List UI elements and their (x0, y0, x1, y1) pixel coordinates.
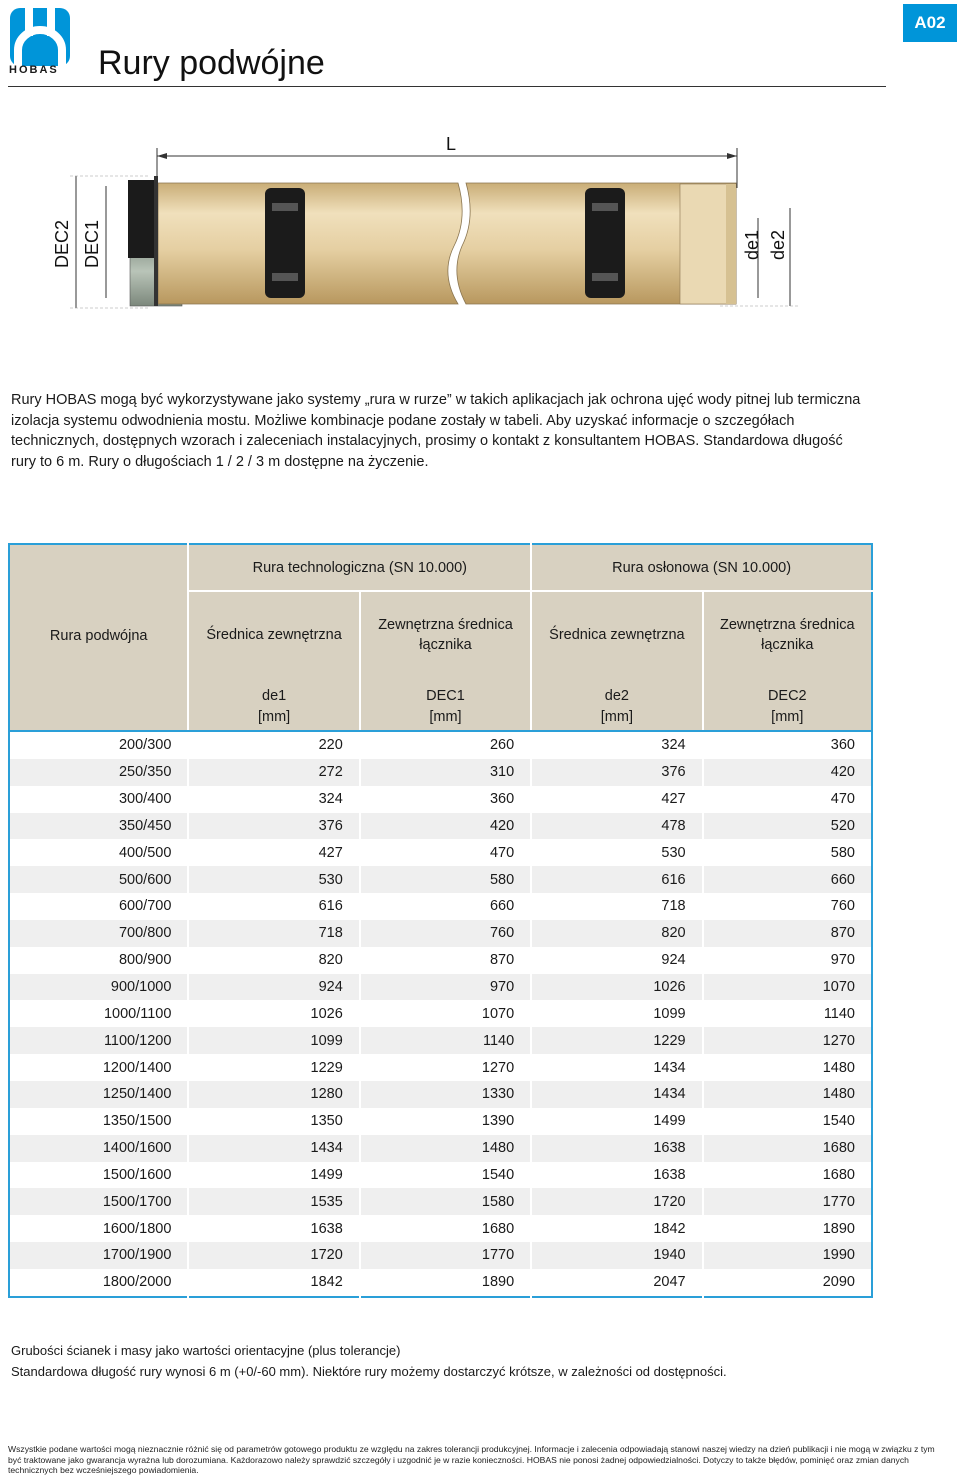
dim-label-de1: de1 (742, 229, 762, 260)
table-cell: 1770 (703, 1188, 872, 1215)
dim-label-DEC1: DEC1 (82, 219, 102, 268)
table-row (9, 947, 872, 974)
table-cell: 310 (360, 759, 531, 786)
dim-label-L: L (446, 134, 457, 154)
table-cell: 580 (703, 839, 872, 866)
table-cell: 272 (188, 759, 359, 786)
table-cell: 324 (188, 786, 359, 813)
table-row (9, 1242, 872, 1269)
table-row-label: 1800/2000 (9, 1269, 188, 1297)
table-cell: 924 (531, 947, 702, 974)
table-unit-header-row (9, 704, 872, 731)
table-cell: 470 (360, 839, 531, 866)
table-symbol-header-row (9, 678, 872, 704)
title-divider (8, 86, 886, 87)
table-row-label: 1400/1600 (9, 1135, 188, 1162)
table-cell: 1842 (188, 1269, 359, 1297)
legal-disclaimer: Wszystkie podane wartości mogą nieznacznie różnić się od parametrów gotowego produktu ze względu na zakres tolerancji produkcyjnej. Informacje i zalecenia odpowiadają stanowi naszej wiedzy na dzień publikacji i nie mogą w związku z tym być traktowane jako gwarancja wyrażna lub dorozumiana. Każdorazowo należy sprawdzić szczegóły i uzgodnić je w razie konieczności. HOBAS nie ponosi żadnej odpowiedzialności. Dotyczy to także błędów, pominięć oraz zmian danych technicznych bez wcześniejszego powiadomienia. (8, 1444, 935, 1475)
table-cell: 820 (188, 947, 359, 974)
table-cell: 1070 (360, 1000, 531, 1027)
table-row (9, 786, 872, 813)
table-cell: 376 (188, 813, 359, 840)
table-row (9, 920, 872, 947)
table-row (9, 866, 872, 893)
table-cell: 420 (360, 813, 531, 840)
table-row-label: 1350/1500 (9, 1108, 188, 1135)
table-row (9, 1027, 872, 1054)
table-row (9, 839, 872, 866)
table-row-label: 1500/1700 (9, 1188, 188, 1215)
table-cell: 530 (531, 839, 702, 866)
table-cell: 970 (703, 947, 872, 974)
hobas-logo-text: HOBAS (9, 64, 59, 76)
table-cell: 718 (531, 893, 702, 920)
table-cell: 1390 (360, 1108, 531, 1135)
table-cell: 376 (531, 759, 702, 786)
table-name-header-row (9, 591, 872, 678)
table-cell: 1638 (531, 1162, 702, 1189)
table-group-header: Rura osłonowa (SN 10.000) (531, 544, 872, 591)
table-cell: 1229 (188, 1054, 359, 1081)
table-row (9, 893, 872, 920)
table-column-header: Średnica zewnętrzna (188, 591, 359, 678)
table-row-label: 250/350 (9, 759, 188, 786)
table-cell: 427 (531, 786, 702, 813)
table-cell: 1890 (360, 1269, 531, 1297)
table-row (9, 1188, 872, 1215)
table-cell: 1280 (188, 1081, 359, 1108)
table-cell: 660 (360, 893, 531, 920)
table-column-header: Średnica zewnętrzna (531, 591, 702, 678)
table-cell: 820 (531, 920, 702, 947)
table-cell: 260 (360, 731, 531, 759)
table-row (9, 1108, 872, 1135)
table-cell: 616 (188, 893, 359, 920)
table-cell: 470 (703, 786, 872, 813)
table-column-unit: [mm] (360, 704, 531, 731)
table-row-label: 1200/1400 (9, 1054, 188, 1081)
notes-block (11, 1340, 727, 1382)
table-cell: 1535 (188, 1188, 359, 1215)
dim-label-de2: de2 (768, 229, 788, 260)
table-cell: 1434 (188, 1135, 359, 1162)
table-cell: 580 (360, 866, 531, 893)
table-cell: 427 (188, 839, 359, 866)
table-cell: 1680 (703, 1135, 872, 1162)
table-row-label: 200/300 (9, 731, 188, 759)
table-cell: 478 (531, 813, 702, 840)
table-column-symbol: de2 (531, 678, 702, 704)
table-column-symbol: de1 (188, 678, 359, 704)
table-group-header: Rura technologiczna (SN 10.000) (188, 544, 531, 591)
table-cell: 1480 (703, 1081, 872, 1108)
table-stub-header: Rura podwójna (9, 591, 188, 678)
table-cell: 616 (531, 866, 702, 893)
table-cell: 1229 (531, 1027, 702, 1054)
table-cell: 1026 (188, 1000, 359, 1027)
table-row (9, 1081, 872, 1108)
table-cell: 1990 (703, 1242, 872, 1269)
table-cell: 1580 (360, 1188, 531, 1215)
table-cell: 1099 (188, 1027, 359, 1054)
table-cell: 718 (188, 920, 359, 947)
table-row-label: 900/1000 (9, 974, 188, 1001)
table-row (9, 974, 872, 1001)
table-cell: 1540 (360, 1162, 531, 1189)
table-cell: 220 (188, 731, 359, 759)
table-cell: 1638 (531, 1135, 702, 1162)
table-column-symbol: DEC1 (360, 678, 531, 704)
table-cell: 1070 (703, 974, 872, 1001)
table-cell: 1480 (360, 1135, 531, 1162)
table-cell: 1099 (531, 1000, 702, 1027)
table-row (9, 759, 872, 786)
table-cell: 1940 (531, 1242, 702, 1269)
table-cell: 324 (531, 731, 702, 759)
double-pipe-spec-table (8, 543, 873, 1298)
table-cell: 870 (360, 947, 531, 974)
table-cell: 1140 (703, 1000, 872, 1027)
table-group-header-row (9, 544, 872, 591)
table-cell: 1434 (531, 1081, 702, 1108)
table-cell: 760 (703, 893, 872, 920)
table-column-unit: [mm] (188, 704, 359, 731)
page-code-badge: A02 (903, 4, 957, 42)
table-cell: 970 (360, 974, 531, 1001)
table-column-header: Zewnętrzna średnica łącznika (703, 591, 872, 678)
table-cell: 1720 (531, 1188, 702, 1215)
table-column-unit: [mm] (703, 704, 872, 731)
intro-paragraph: Rury HOBAS mogą być wykorzystywane jako systemy „rura w rurze” w takich aplikacjach jak ochrona ujęć wody pitnej lub termiczna izolacja systemu odwodnienia mostu. Możliwe kombinacje podane zostały w tabeli. Aby uzyskać informacje o szczegółach technicznych, dostępnych wzorach i zaleceniach instalacyjnych, prosimy o kontakt z konsultantem HOBAS. Standardowa długość rury to 6 m. Rury o długościach 1 / 2 / 3 m dostępne na życzenie. (11, 392, 861, 470)
table-row-label: 1000/1100 (9, 1000, 188, 1027)
table-cell: 1350 (188, 1108, 359, 1135)
table-cell: 1680 (360, 1215, 531, 1242)
table-cell: 1026 (531, 974, 702, 1001)
table-cell: 1270 (360, 1054, 531, 1081)
table-column-unit: [mm] (531, 704, 702, 731)
table-cell: 870 (703, 920, 872, 947)
table-cell: 530 (188, 866, 359, 893)
table-cell: 660 (703, 866, 872, 893)
table-row-label: 700/800 (9, 920, 188, 947)
table-cell: 2047 (531, 1269, 702, 1297)
dim-label-DEC2: DEC2 (52, 219, 72, 268)
table-header-blank (9, 704, 188, 731)
table-row-label: 1250/1400 (9, 1081, 188, 1108)
table-body (9, 731, 872, 1297)
table-row (9, 1162, 872, 1189)
table-row-label: 1100/1200 (9, 1027, 188, 1054)
table-row (9, 1215, 872, 1242)
table-cell: 2090 (703, 1269, 872, 1297)
table-column-header: Zewnętrzna średnica łącznika (360, 591, 531, 678)
table-cell: 1540 (703, 1108, 872, 1135)
table-row (9, 1054, 872, 1081)
table-row (9, 1135, 872, 1162)
table-row-label: 500/600 (9, 866, 188, 893)
table-row-label: 1500/1600 (9, 1162, 188, 1189)
table-row-label: 1600/1800 (9, 1215, 188, 1242)
table-row-label: 600/700 (9, 893, 188, 920)
table-cell: 1330 (360, 1081, 531, 1108)
table-cell: 1638 (188, 1215, 359, 1242)
double-pipe-drawing (40, 128, 830, 318)
table-row (9, 1000, 872, 1027)
table-cell: 520 (703, 813, 872, 840)
table-cell: 360 (703, 731, 872, 759)
table-cell: 420 (703, 759, 872, 786)
table-cell: 1499 (188, 1162, 359, 1189)
table-row-label: 1700/1900 (9, 1242, 188, 1269)
table-cell: 1480 (703, 1054, 872, 1081)
table-cell: 1499 (531, 1108, 702, 1135)
table-cell: 360 (360, 786, 531, 813)
table-cell: 760 (360, 920, 531, 947)
table-cell: 1842 (531, 1215, 702, 1242)
note-line: Grubości ścianek i masy jako wartości orientacyjne (plus tolerancje) (11, 1343, 401, 1358)
table-cell: 1270 (703, 1027, 872, 1054)
table-row (9, 731, 872, 759)
table-header-corner (9, 544, 188, 591)
note-line: Standardowa długość rury wynosi 6 m (+0/-60 mm). Niektóre rury możemy dostarczyć krótsze, w zależności od dostępności. (11, 1364, 727, 1379)
table-cell: 1720 (188, 1242, 359, 1269)
table-header-blank (9, 678, 188, 704)
table-cell: 1140 (360, 1027, 531, 1054)
table-row (9, 1269, 872, 1297)
table-cell: 1770 (360, 1242, 531, 1269)
table-cell: 1680 (703, 1162, 872, 1189)
table-cell: 1434 (531, 1054, 702, 1081)
table-cell: 1890 (703, 1215, 872, 1242)
page-title: Rury podwójne (98, 44, 325, 82)
table-row (9, 813, 872, 840)
table-row-label: 400/500 (9, 839, 188, 866)
table-row-label: 350/450 (9, 813, 188, 840)
table-column-symbol: DEC2 (703, 678, 872, 704)
table-row-label: 300/400 (9, 786, 188, 813)
table-cell: 924 (188, 974, 359, 1001)
table-row-label: 800/900 (9, 947, 188, 974)
